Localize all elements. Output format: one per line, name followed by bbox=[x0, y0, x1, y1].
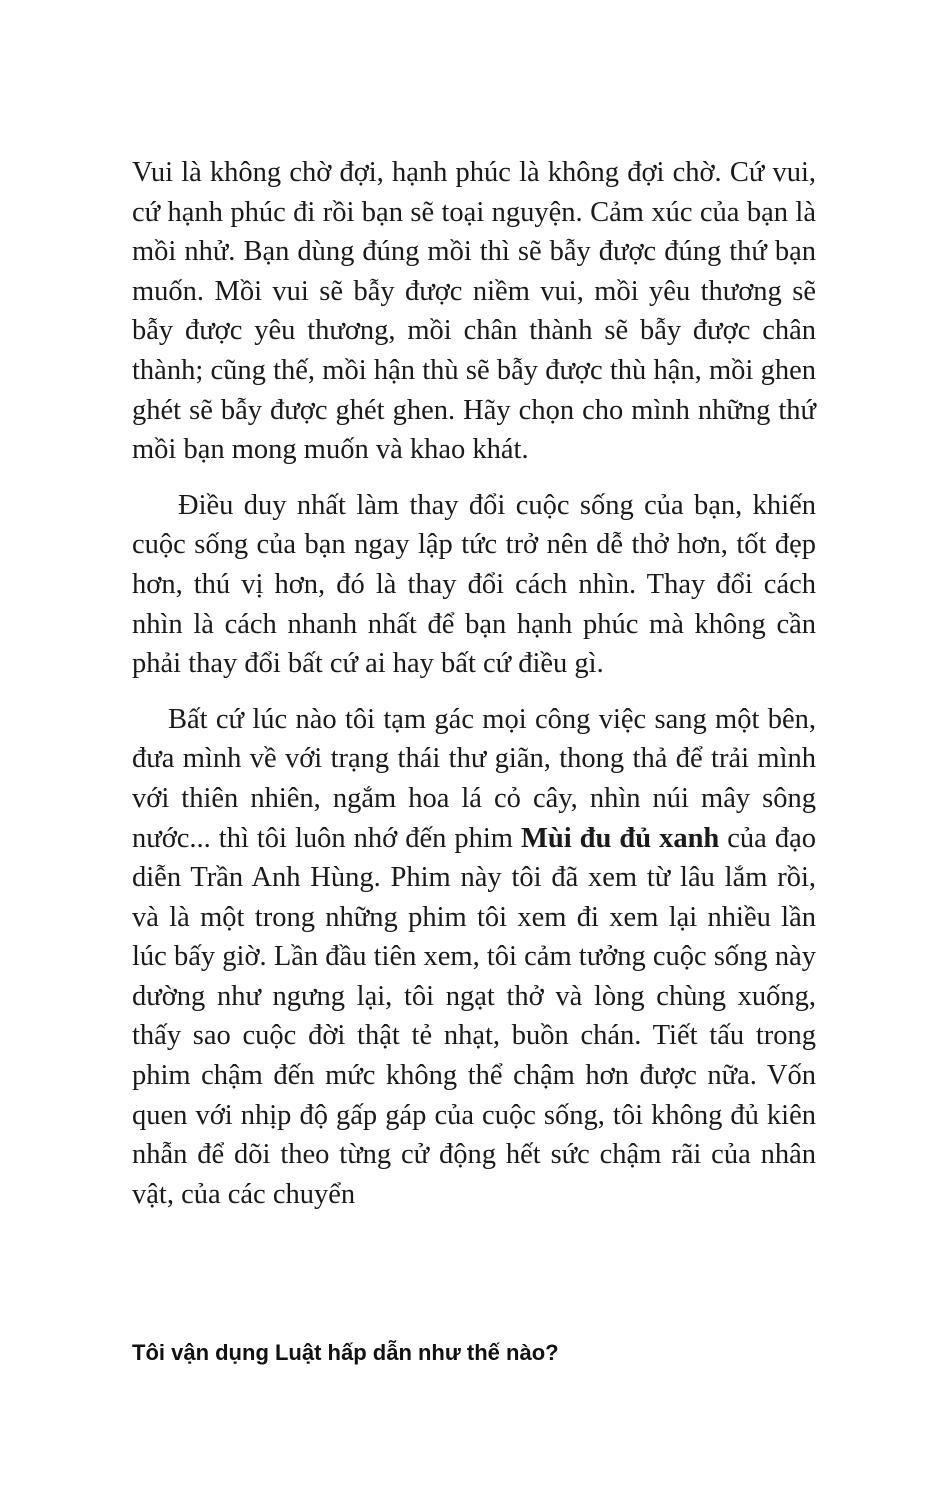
paragraph-3 bbox=[132, 700, 816, 1215]
paragraph-3-text-end: của đạo diễn Trần Anh Hùng. Phim này tôi đã xem từ lâu lắm rồi, và là một trong những phim tôi xem đi xem lại nhiều lần lúc bấy giờ. Lần đầu tiên xem, tôi cảm tưởng cuộc sống này dường như ngưng lại, tôi ngạt thở và lòng chùng xuống, thấy sao cuộc đời thật tẻ nhạt, buồn chán. Tiết tấu trong phim chậm đến mức không thể chậm hơn được nữa. Vốn quen với nhịp độ gấp gáp của cuộc sống, tôi không đủ kiên nhẫn để dõi theo từng cử động hết sức chậm rãi của nhân vật, của các chuyển bbox=[132, 822, 816, 1210]
film-title: Mùi đu đủ xanh bbox=[520, 822, 720, 854]
paragraph-3-text-start: Bất cứ lúc nào tôi tạm gác mọi công việc sang một bên, đưa mình về với trạng thái thư giãn, thong thả để trải mình với thiên nhiên, ngắm hoa lá cỏ cây, nhìn núi mây sông nước... thì tôi luôn nhớ đến phim bbox=[132, 703, 816, 854]
paragraph-2: Điều duy nhất làm thay đổi cuộc sống của bạn, khiến cuộc sống của bạn ngay lập tức trở nên dễ thở hơn, tốt đẹp hơn, thú vị hơn, đó là thay đổi cách nhìn. Thay đổi cách nhìn là cách nhanh nhất để bạn hạnh phúc mà không cần phải thay đổi bất cứ ai hay bất cứ điều gì. bbox=[132, 489, 816, 680]
paragraph-1: Vui là không chờ đợi, hạnh phúc là không đợi chờ. Cứ vui, cứ hạnh phúc đi rồi bạn sẽ toại nguyện. Cảm xúc của bạn là mồi nhử. Bạn dùng đúng mồi thì sẽ bẫy được đúng thứ bạn muốn. Mồi vui sẽ bẫy được niềm vui, mồi yêu thương sẽ bẫy được yêu thương, mồi chân thành sẽ bẫy được chân thành; cũng thế, mồi hận thù sẽ bẫy được thù hận, mồi ghen ghét sẽ bẫy được ghét ghen. Hãy chọn cho mình những thứ mồi bạn mong muốn và khao khát. bbox=[132, 157, 816, 466]
body-text bbox=[132, 153, 816, 1230]
running-footer-book-title: Tôi vận dụng Luật hấp dẫn như thế nào? bbox=[132, 1340, 559, 1365]
